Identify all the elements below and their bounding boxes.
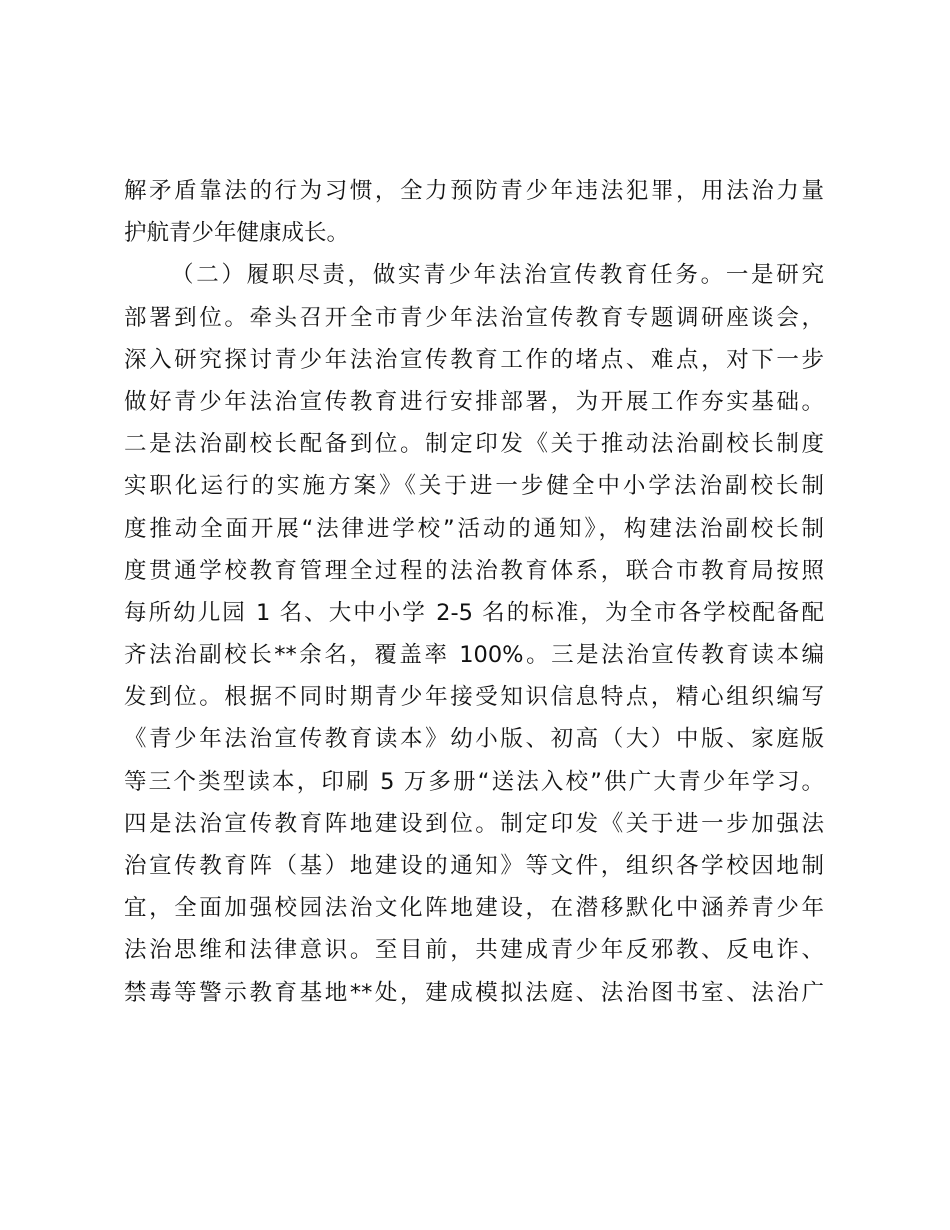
- text-line: 宜，全面加强校园法治文化阵地建设，在潜移默化中涵养青少年: [124, 895, 824, 922]
- text-line: 实职化运行的实施方案》《关于进一步健全中小学法治副校长制: [124, 473, 824, 500]
- text-line: 二是法治副校长配备到位。制定印发《关于推动法治副校长制度: [124, 431, 824, 458]
- text-line: 治宣传教育阵（基）地建设的通知》等文件，组织各学校因地制: [124, 853, 824, 879]
- text-line: 部署到位。牵头召开全市青少年法治宣传教育专题调研座谈会，: [124, 304, 824, 331]
- text-line: 护航青少年健康成长。: [124, 220, 350, 247]
- text-line: 发到位。根据不同时期青少年接受知识信息特点，精心组织编写: [124, 684, 824, 711]
- text-line: 四是法治宣传教育阵地建设到位。制定印发《关于进一步加强法: [124, 810, 824, 837]
- text-line: 齐法治副校长**余名，覆盖率 100%。三是法治宣传教育读本编: [124, 642, 824, 669]
- text-line: 深入研究探讨青少年法治宣传教育工作的堵点、难点，对下一步: [124, 346, 824, 373]
- text-line: 解矛盾靠法的行为习惯，全力预防青少年违法犯罪，用法治力量: [124, 178, 824, 204]
- text-line: 度推动全面开展“法律进学校”活动的通知》，构建法治副校长制: [124, 515, 824, 542]
- text-line: 禁毒等警示教育基地**处，建成模拟法庭、法治图书室、法治广: [124, 979, 824, 1006]
- text-line: （二）履职尽责，做实青少年法治宣传教育任务。一是研究: [171, 262, 824, 289]
- text-line: 等三个类型读本，印刷 5 万多册“送法入校”供广大青少年学习。: [124, 768, 824, 795]
- document-body: [124, 170, 824, 1014]
- text-line: 做好青少年法治宣传教育进行安排部署，为开展工作夯实基础。: [124, 388, 824, 415]
- text-line: 度贯通学校教育管理全过程的法治教育体系，联合市教育局按照: [124, 557, 824, 584]
- text-line: 法治思维和法律意识。至目前，共建成青少年反邪教、反电诈、: [124, 937, 824, 964]
- text-line: 《青少年法治宣传教育读本》幼小版、初高（大）中版、家庭版: [124, 726, 824, 753]
- text-line: 每所幼儿园 1 名、大中小学 2-5 名的标准，为全市各学校配备配: [124, 599, 824, 626]
